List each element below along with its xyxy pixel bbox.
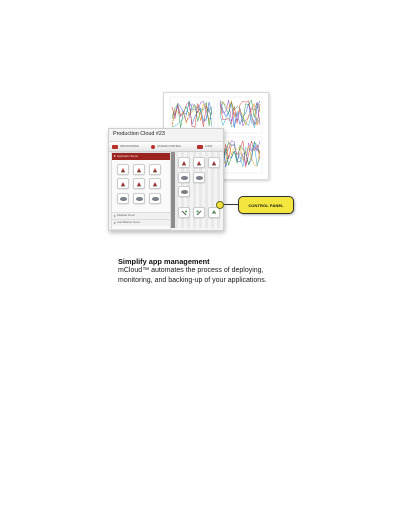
server-deploy-icon — [136, 181, 142, 187]
lock-icon — [151, 145, 155, 149]
disk-tile[interactable] — [133, 193, 145, 204]
server-deploy-icon — [181, 160, 187, 166]
database-server-label: Database Server — [117, 214, 135, 217]
server-tile[interactable] — [149, 164, 161, 175]
logs-button[interactable] — [197, 144, 212, 149]
server-deploy-icon — [196, 160, 202, 166]
wrench-icon — [196, 210, 202, 216]
server-panel — [111, 152, 171, 230]
disk-icon — [136, 197, 143, 201]
callout-pin — [216, 201, 224, 209]
provisioning-button[interactable] — [112, 144, 139, 149]
server-deploy-icon — [152, 181, 158, 187]
document-icon — [197, 145, 203, 149]
description-line-1: mCloud™ automates the process of deploying, — [118, 267, 264, 274]
server-tile[interactable] — [133, 178, 145, 189]
server-tile[interactable] — [117, 178, 129, 189]
load-balancer-row[interactable] — [112, 219, 170, 226]
canvas-tile[interactable] — [178, 172, 190, 183]
disk-tile[interactable] — [149, 193, 161, 204]
disk-icon — [181, 190, 188, 194]
disk-icon — [152, 197, 159, 201]
server-icon — [112, 145, 118, 149]
chevron-right-icon — [114, 215, 116, 217]
production-cloud-window — [108, 128, 224, 231]
headline: Simplify app management — [118, 257, 210, 266]
deployment-canvas[interactable] — [171, 152, 224, 228]
chevron-down-icon — [114, 155, 116, 157]
server-deploy-icon — [120, 167, 126, 173]
wrench-icon — [181, 210, 187, 216]
disk-icon — [196, 176, 203, 180]
canvas-tile[interactable] — [193, 157, 205, 168]
action-tile[interactable] — [193, 207, 205, 218]
report-chart-frame — [218, 97, 262, 133]
server-deploy-icon — [211, 160, 217, 166]
canvas-tile[interactable] — [178, 157, 190, 168]
callout-label: CONTROL PANEL — [248, 202, 284, 208]
canvas-tile[interactable] — [193, 172, 205, 183]
disk-icon — [181, 176, 188, 180]
database-server-row[interactable] — [112, 212, 170, 219]
description-line-2: monitoring, and backing-up of your applications. — [118, 277, 267, 284]
server-tile[interactable] — [117, 164, 129, 175]
server-deploy-icon — [120, 181, 126, 187]
server-deploy-icon — [136, 167, 142, 173]
server-deploy-icon — [152, 167, 158, 173]
server-tile[interactable] — [149, 178, 161, 189]
window-title: Production Cloud #23 — [113, 131, 165, 137]
provisioning-label: PROVISIONING — [120, 145, 140, 148]
logs-label: LOGS — [205, 145, 213, 148]
canvas-tile[interactable] — [178, 186, 190, 197]
window-toolbar — [109, 141, 223, 152]
application-server-header[interactable] — [112, 153, 170, 160]
access-control-button[interactable] — [151, 144, 181, 149]
canvas-tile[interactable] — [208, 157, 220, 168]
action-tile[interactable] — [178, 207, 190, 218]
panel-header-label: Application Server — [117, 154, 139, 158]
access-control-label: ACCESS CONTROL — [157, 145, 182, 148]
disk-icon — [120, 197, 127, 201]
control-panel-callout — [238, 196, 294, 214]
chevron-right-icon — [114, 222, 116, 224]
load-balancer-label: Load Balancer Server — [117, 221, 141, 224]
wrench-icon — [211, 210, 217, 216]
disk-tile[interactable] — [117, 193, 129, 204]
server-tile[interactable] — [133, 164, 145, 175]
